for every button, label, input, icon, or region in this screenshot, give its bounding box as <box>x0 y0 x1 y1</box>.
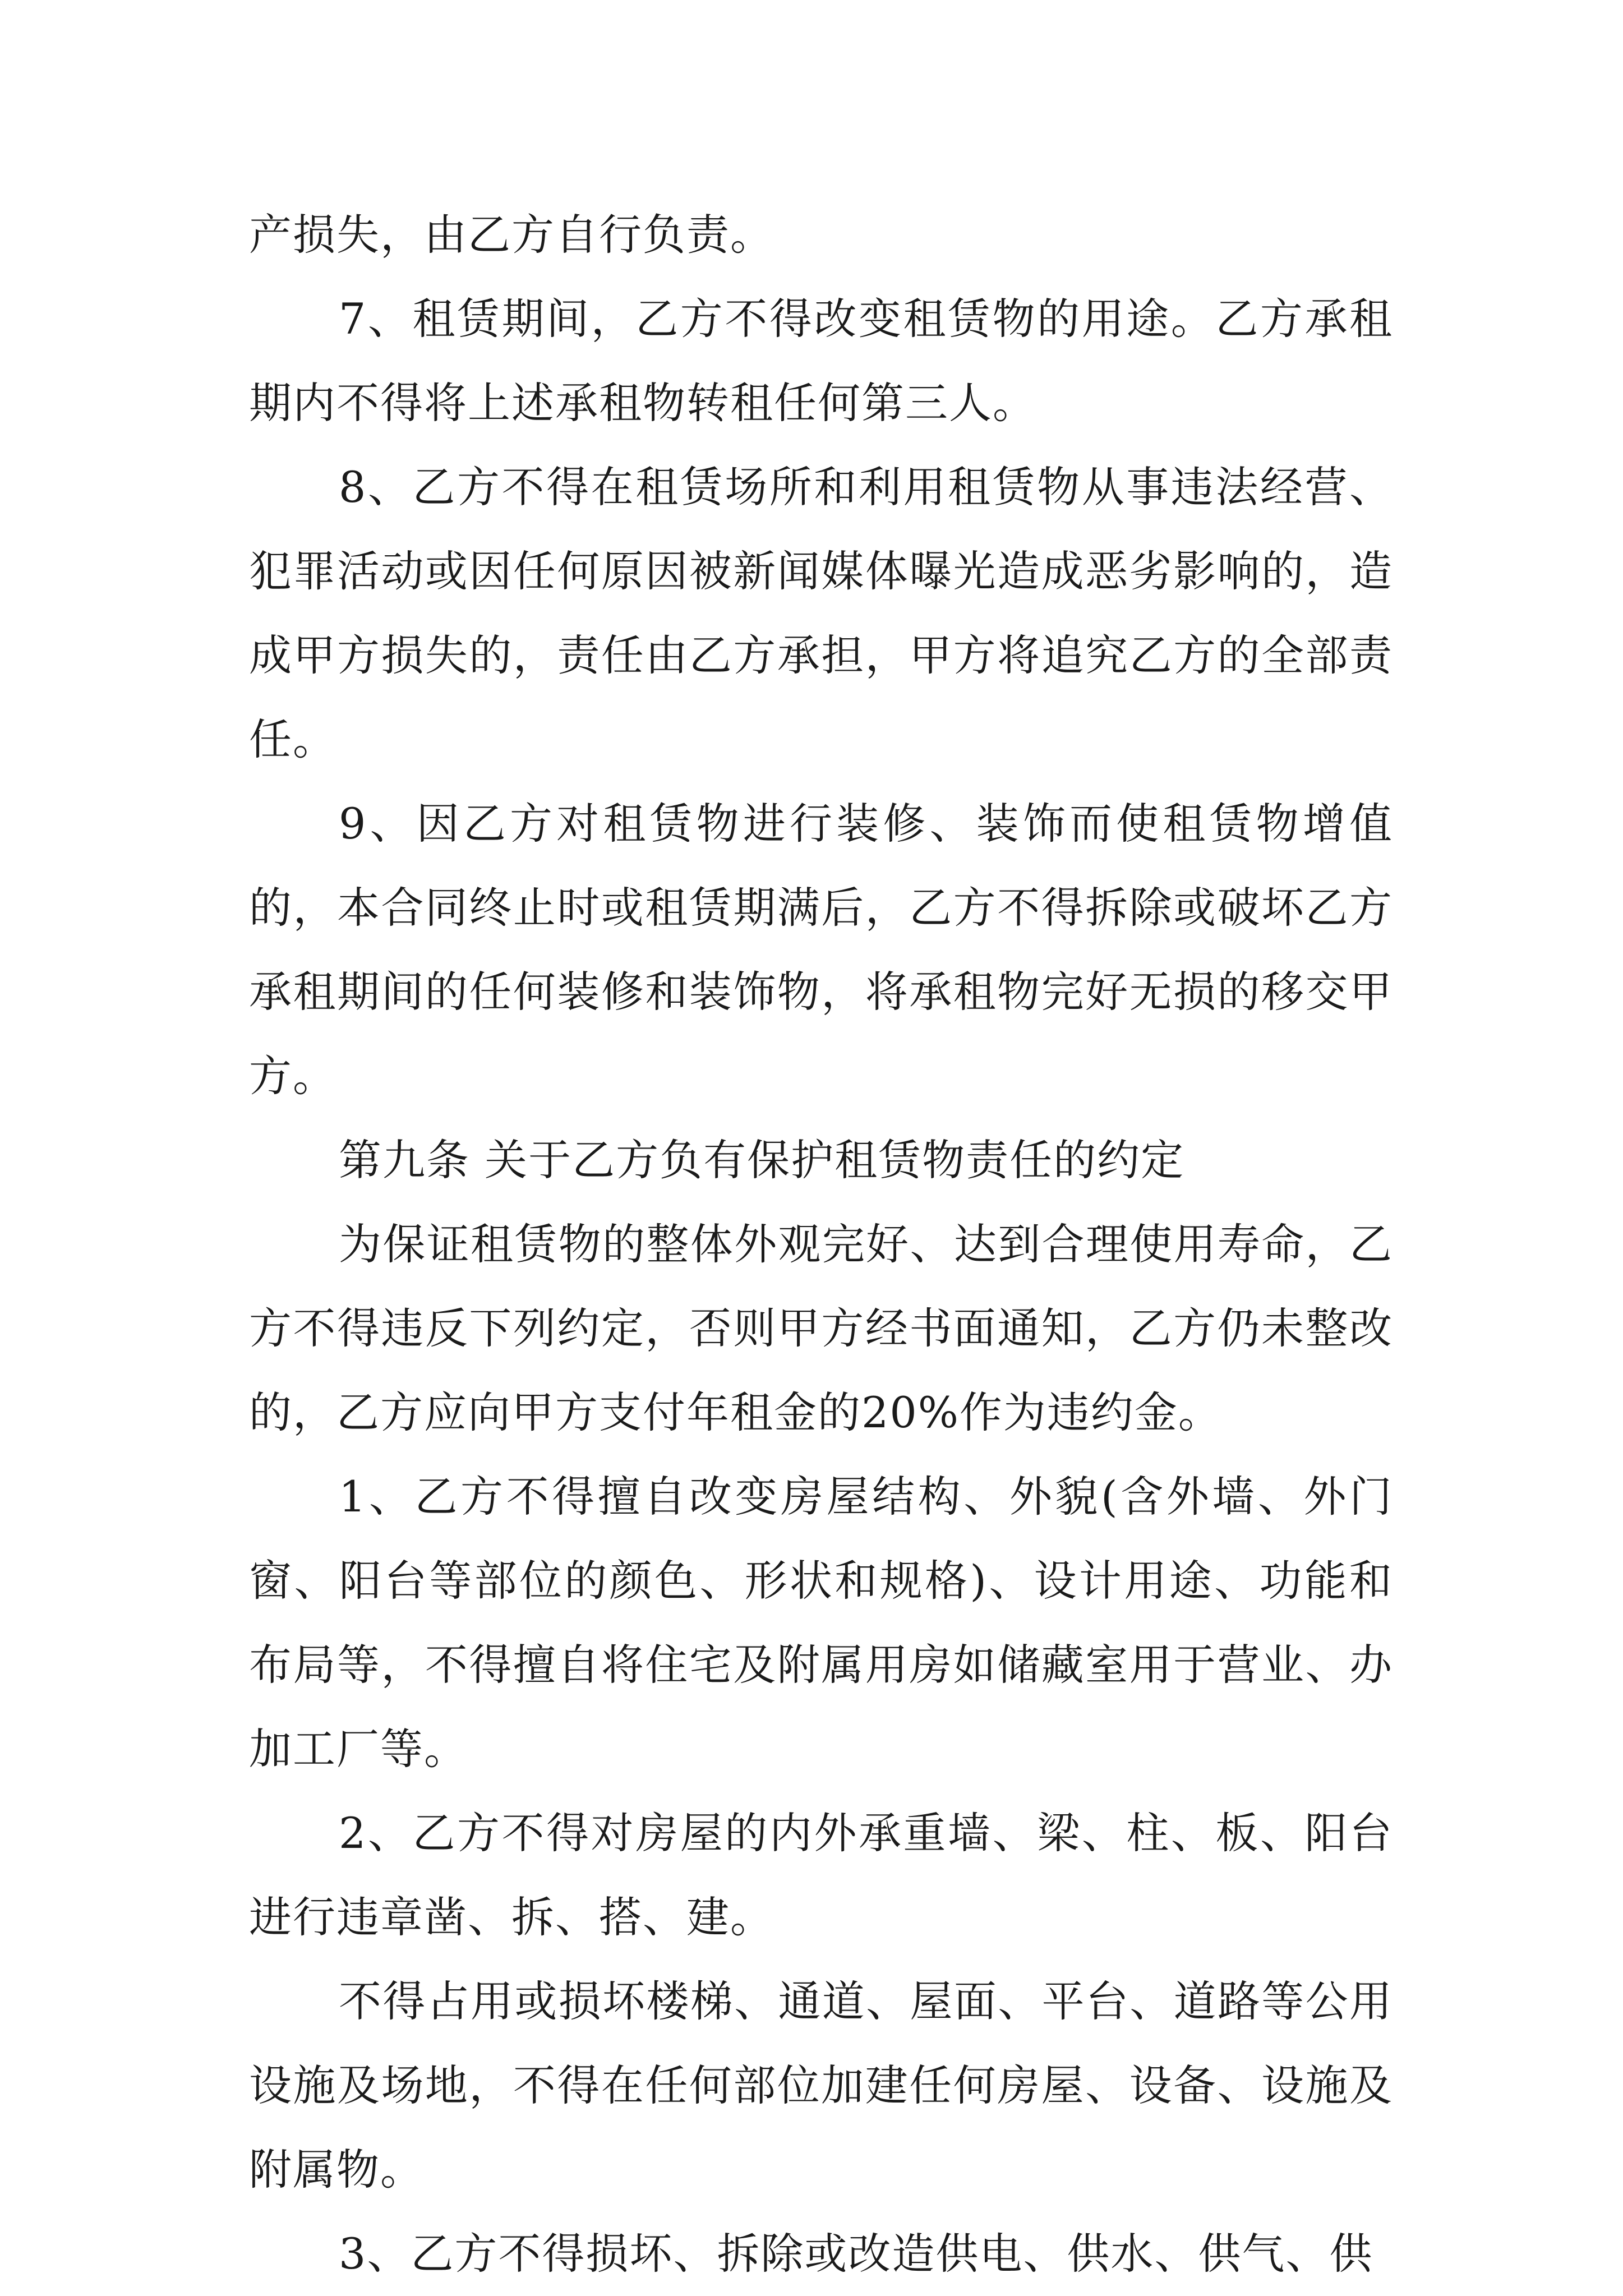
paragraph-public-facilities: 不得占用或损坏楼梯、通道、屋面、平台、道路等公用设施及场地，不得在任何部位加建任何房屋、设备、设施及附属物。 <box>249 1976 1393 2194</box>
paragraph-item-3: 3、乙方不得损坏、拆除或改造供电、供水、供气、供 <box>339 2229 1373 2279</box>
paragraph-item-1: 1、乙方不得擅自改变房屋结构、外貌(含外墙、外门窗、阳台等部位的颜色、形状和规格)、设计用途、功能和布局等，不得擅自将住宅及附属用房如储藏室用于营业、办加工厂等。 <box>249 1472 1393 1774</box>
document-body <box>249 193 1393 2296</box>
paragraph-clause-9: 9、因乙方对租赁物进行装修、装饰而使租赁物增值的，本合同终止时或租赁期满后，乙方不得拆除或破坏乙方承租期间的任何装修和装饰物，将承租物完好无损的移交甲方。 <box>249 799 1393 1101</box>
paragraph-clause-8: 8、乙方不得在租赁场所和利用租赁物从事违法经营、犯罪活动或因任何原因被新闻媒体曝光造成恶劣影响的，造成甲方损失的，责任由乙方承担，甲方将追究乙方的全部责任。 <box>249 462 1393 764</box>
paragraph-article-9-intro: 为保证租赁物的整体外观完好、达到合理使用寿命，乙方不得违反下列约定，否则甲方经书面通知，乙方仍未整改的，乙方应向甲方支付年租金的20%作为违约金。 <box>249 1219 1393 1437</box>
paragraph-property-loss: 产损失，由乙方自行负责。 <box>249 210 774 260</box>
paragraph-item-2: 2、乙方不得对房屋的内外承重墙、梁、柱、板、阳台进行违章凿、拆、搭、建。 <box>249 1808 1393 1942</box>
article-9-heading: 第九条 关于乙方负有保护租赁物责任的约定 <box>339 1135 1185 1185</box>
paragraph-clause-7: 7、租赁期间，乙方不得改变租赁物的用途。乙方承租期内不得将上述承租物转租任何第三人。 <box>249 294 1393 428</box>
